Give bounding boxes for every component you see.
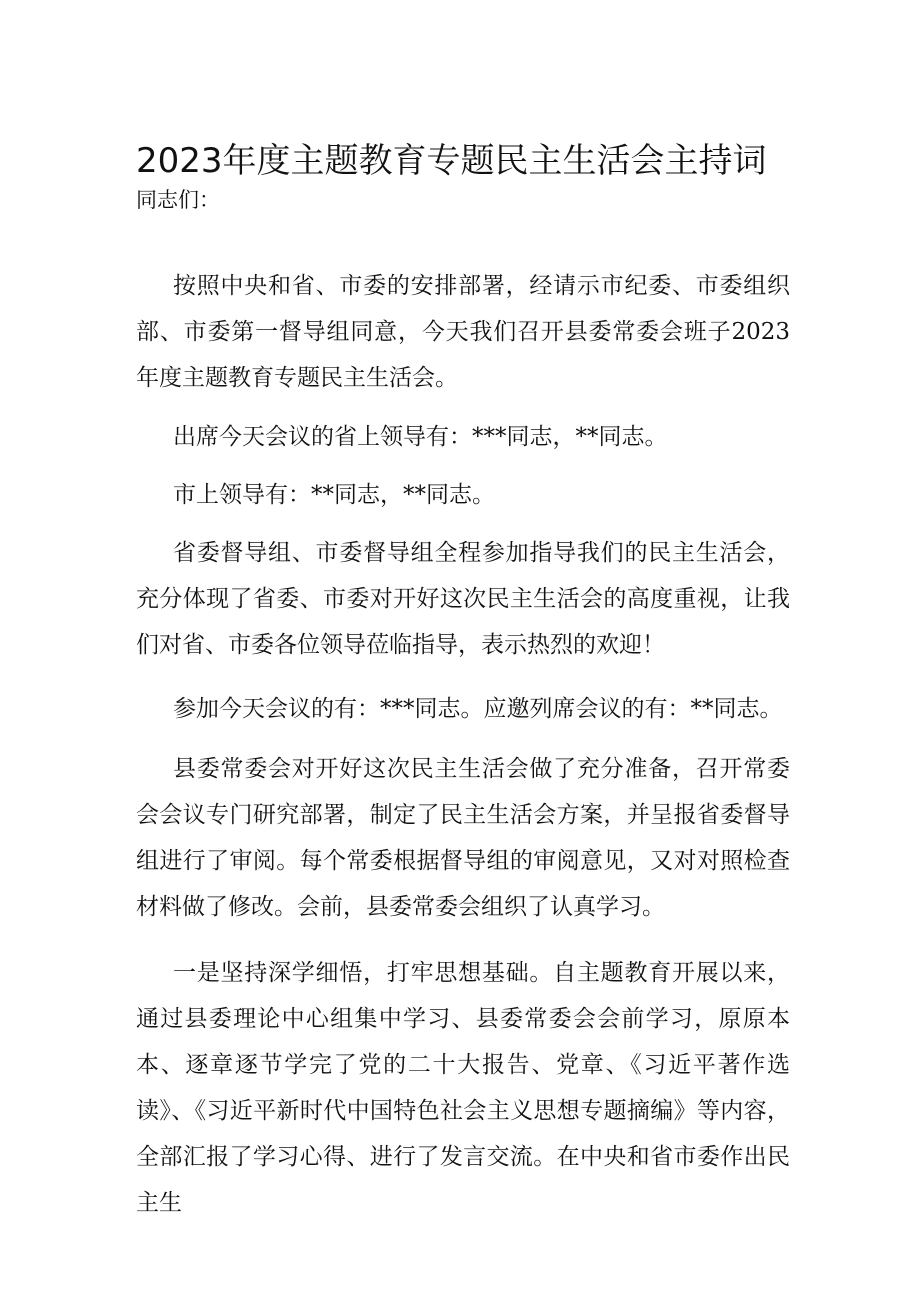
paragraph-attendees: 参加今天会议的有：***同志。应邀列席会议的有：**同志。 xyxy=(173,696,783,722)
paragraph-city-leaders: 市上领导有：**同志，**同志。 xyxy=(173,482,495,508)
paragraph-preparation: 县委常委会对开好这次民主生活会做了充分准备，召开常委会会议专门研究部署，制定了民主生活会方案，并呈报省委督导组进行了审阅。每个常委根据督导组的审阅意见，又对对照检查材料做了修改。会前，县委常委会组织了认真学习。 xyxy=(136,756,790,920)
salutation: 同志们： xyxy=(136,188,220,212)
paragraph-opening: 按照中央和省、市委的安排部署，经请示市纪委、市委组织部、市委第一督导组同意，今天我们召开县委常委会班子2023年度主题教育专题民主生活会。 xyxy=(136,273,790,391)
paragraph-provincial-leaders: 出席今天会议的省上领导有：***同志，**同志。 xyxy=(173,424,668,450)
paragraph-welcome: 省委督导组、市委督导组全程参加指导我们的民主生活会，充分体现了省委、市委对开好这次民主生活会的高度重视，让我们对省、市委各位领导莅临指导，表示热烈的欢迎！ xyxy=(136,540,790,658)
paragraph-study: 一是坚持深学细悟，打牢思想基础。自主题教育开展以来，通过县委理论中心组集中学习、县委常委会会前学习，原原本本、逐章逐节学完了党的二十大报告、党章、《习近平著作选读》、《习近平新时代中国特色社会主义思想专题摘编》等内容，全部汇报了学习心得、进行了发言交流。在中央和省市委作出民主生 xyxy=(136,960,790,1216)
document-title: 2023年度主题教育专题民主生活会主持词 xyxy=(136,141,767,181)
